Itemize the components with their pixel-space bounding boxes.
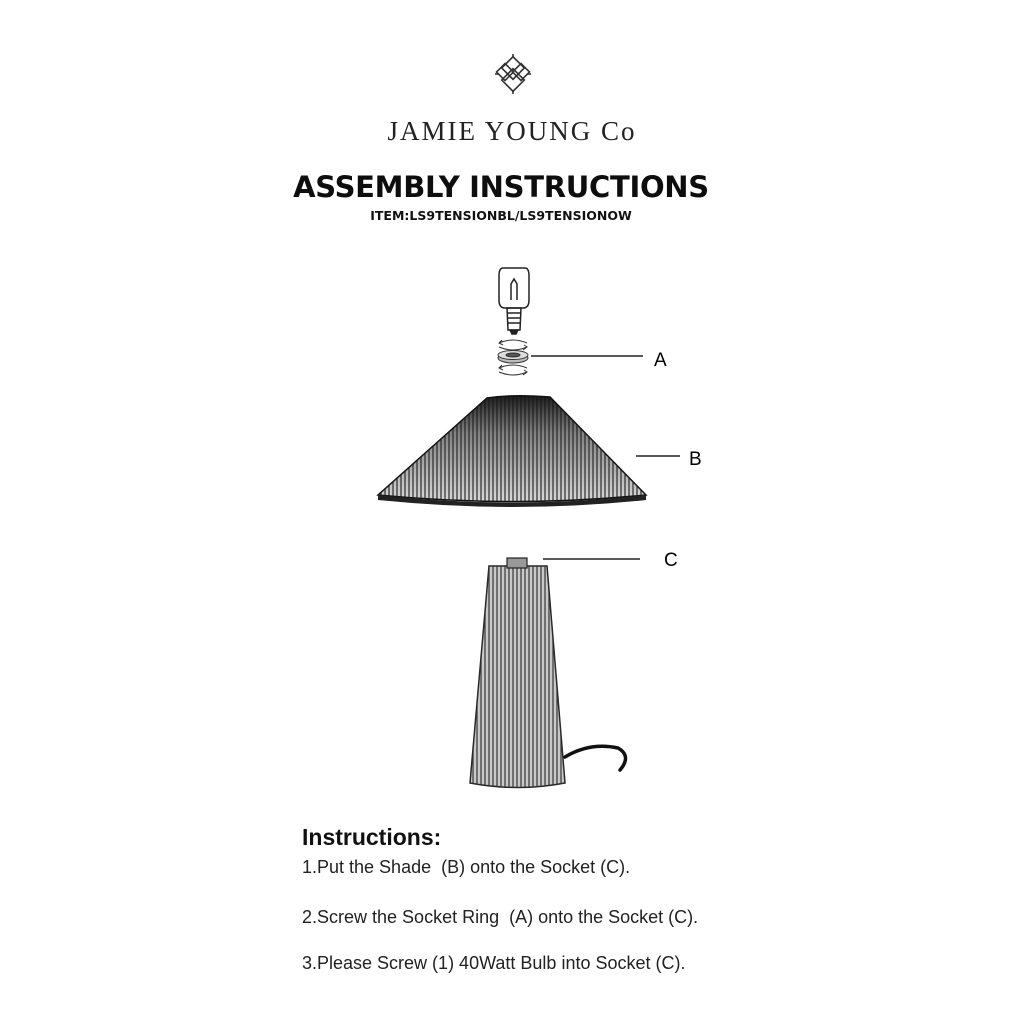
endless-knot-icon (492, 52, 534, 96)
instruction-step-3: 3.Please Screw (1) 40Watt Bulb into Socket (C). (302, 953, 686, 973)
part-label-a: A (654, 350, 667, 371)
light-bulb-icon (499, 268, 529, 334)
lamp-base-socket-icon (470, 558, 626, 788)
instruction-step-2: 2.Screw the Socket Ring (A) onto the Socket (C). (302, 907, 699, 927)
socket-ring-icon (498, 340, 528, 375)
document-title: ASSEMBLY INSTRUCTIONS (293, 170, 709, 204)
brand-name: JAMIE YOUNG Co (387, 116, 637, 146)
pleated-shade-icon (378, 396, 646, 507)
instructions-heading: Instructions: (302, 824, 442, 850)
part-label-c: C (664, 550, 678, 571)
lamp-assembly-diagram (0, 250, 1024, 810)
part-label-b: B (689, 449, 702, 470)
instruction-step-1: 1.Put the Shade (B) onto the Socket (C). (302, 857, 631, 877)
item-number: ITEM:LS9TENSIONBL/LS9TENSIONOW (370, 208, 632, 223)
